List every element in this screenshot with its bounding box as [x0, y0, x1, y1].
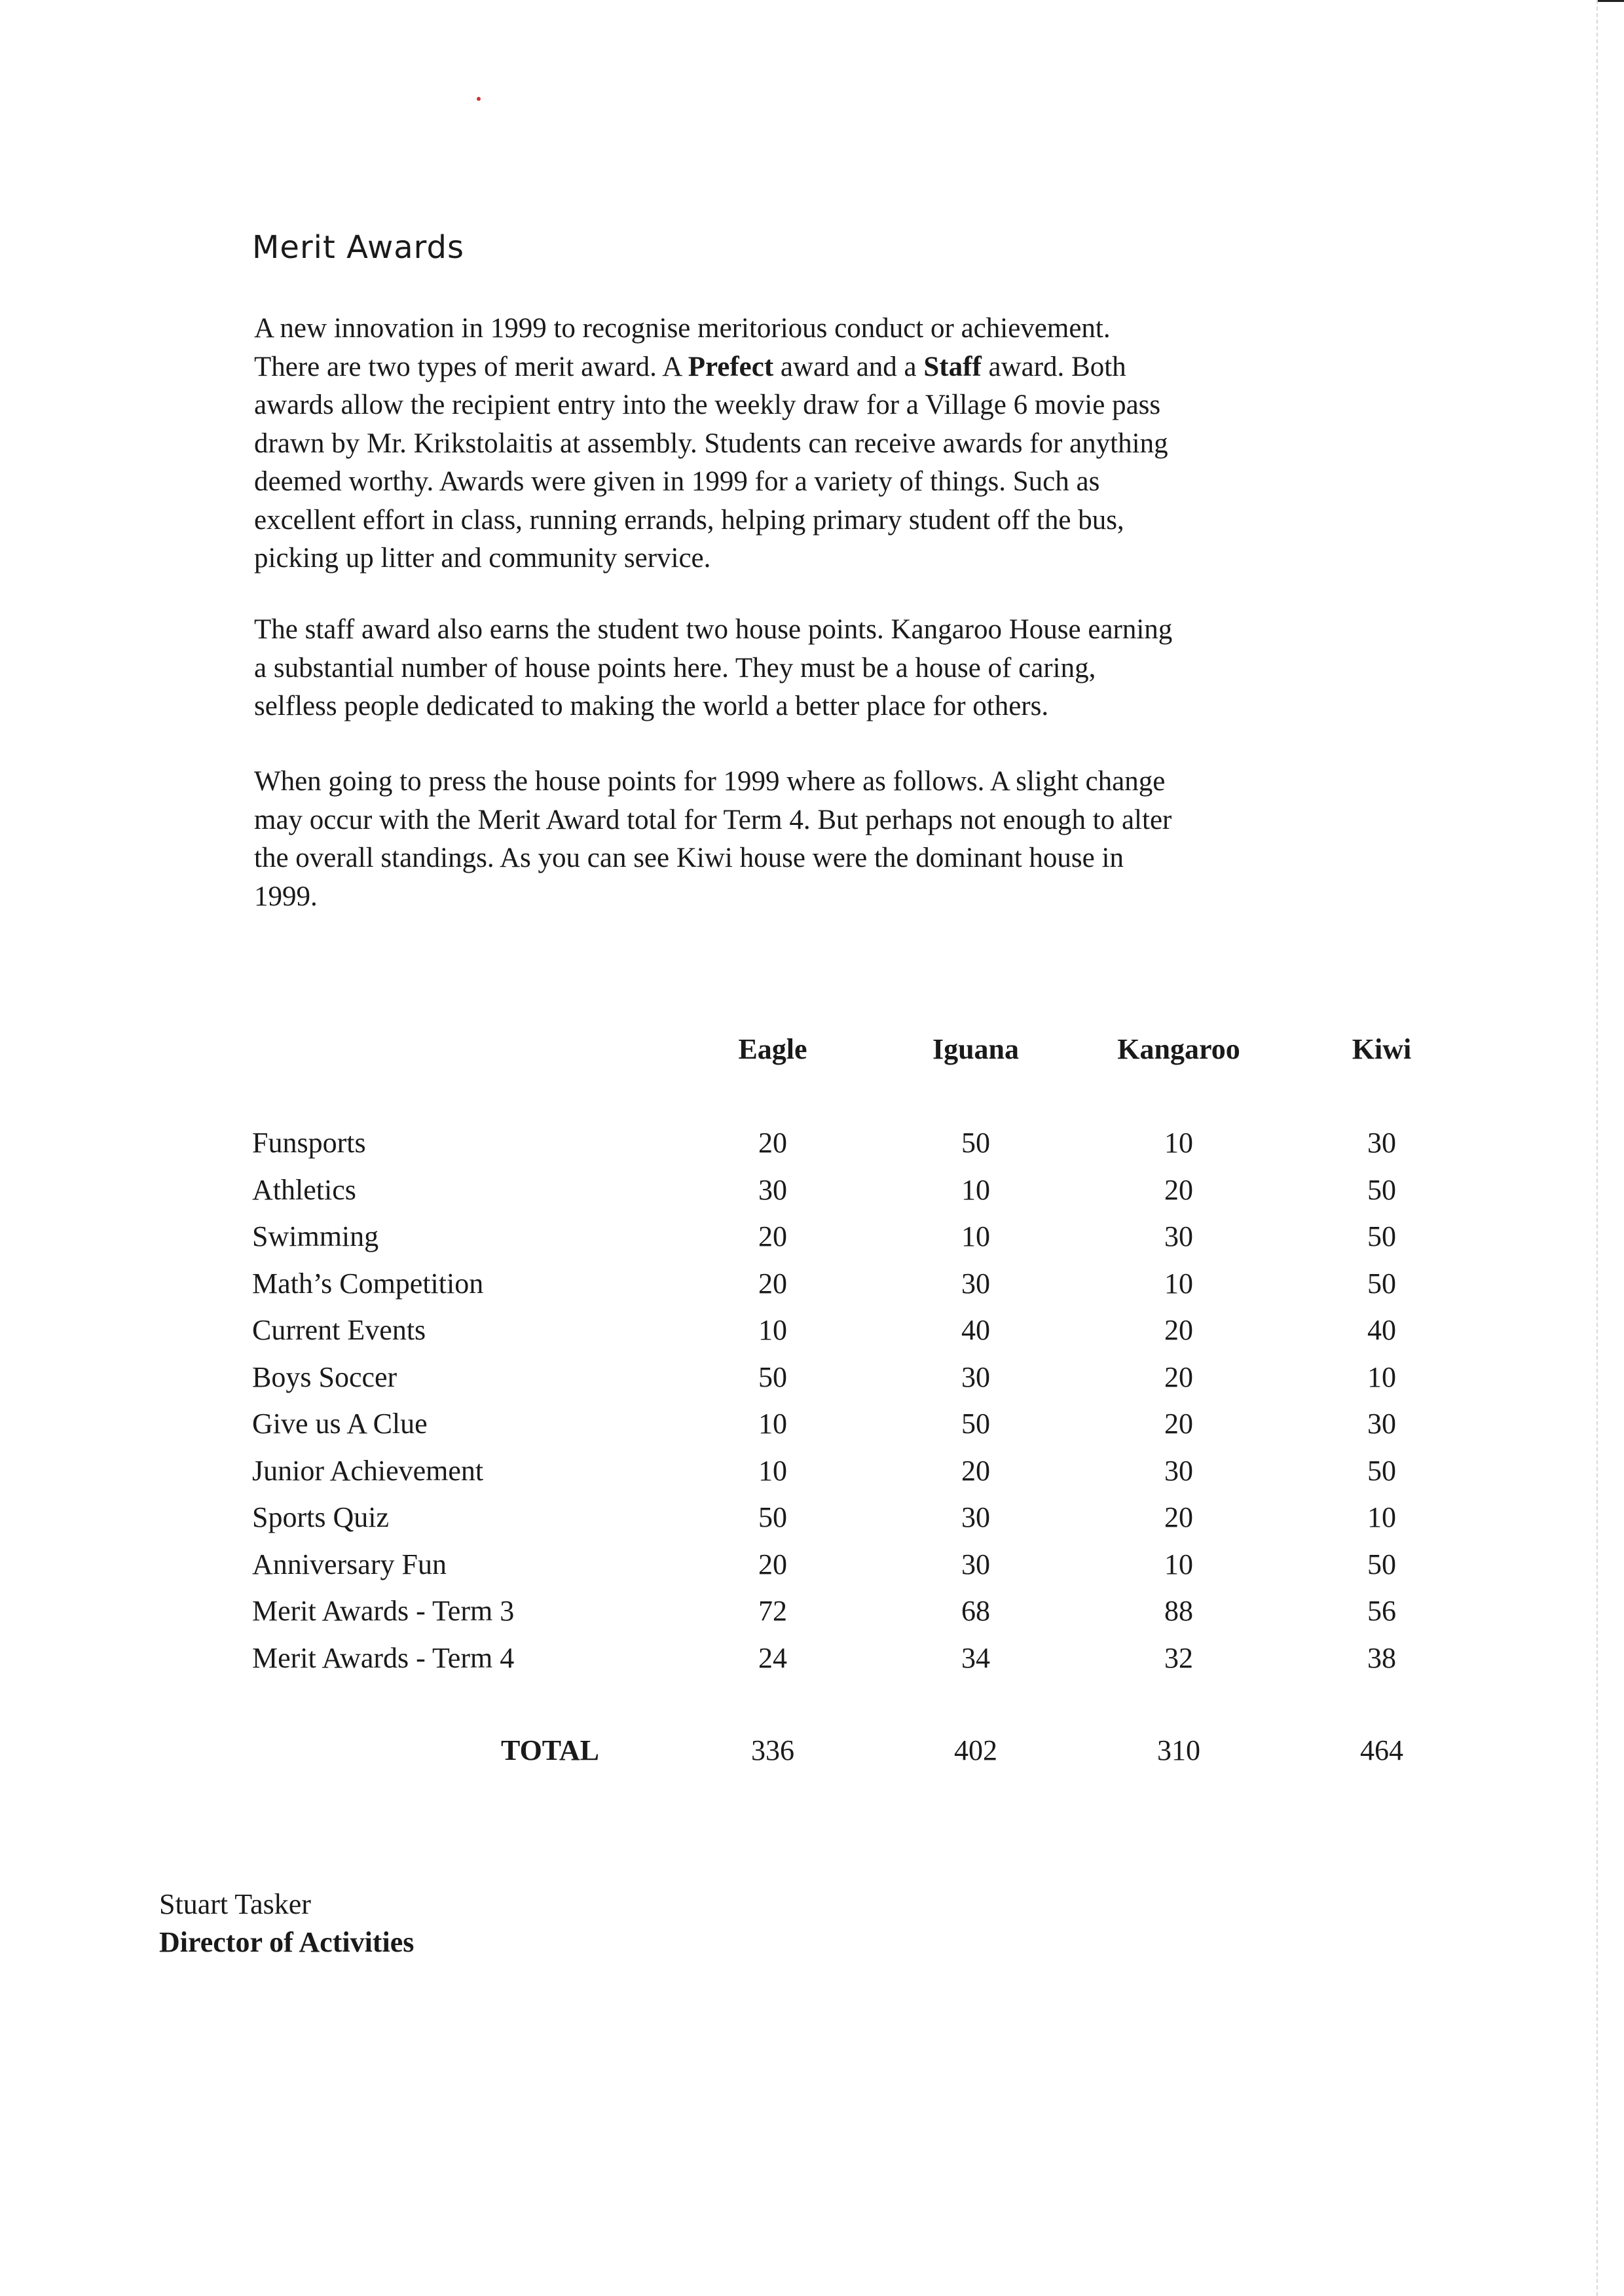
header-iguana: Iguana	[932, 1033, 1020, 1065]
points-cell: 30	[1164, 1220, 1193, 1253]
table-row	[252, 1167, 1483, 1214]
intro-line: picking up litter and community service.	[254, 543, 711, 574]
table-row	[252, 1494, 1483, 1541]
total-cell: 310	[1157, 1734, 1200, 1767]
points-cell: 10	[1367, 1501, 1396, 1534]
total-cell: 336	[751, 1734, 794, 1767]
total-cell: 464	[1360, 1734, 1403, 1767]
points-cell: 30	[1164, 1454, 1193, 1487]
intro-text: award. Both	[981, 351, 1126, 382]
points-cell: 20	[1164, 1501, 1193, 1534]
signatory-name: Stuart Tasker	[159, 1888, 311, 1920]
staff-line: a substantial number of house points here. They must be a house of caring,	[254, 652, 1096, 683]
points-cell: 56	[1367, 1595, 1396, 1628]
header-kiwi: Kiwi	[1352, 1033, 1412, 1065]
standings-paragraph	[254, 763, 1341, 916]
intro-text: award and a	[773, 351, 924, 382]
table-row	[252, 1260, 1483, 1307]
staff-line: selfless people dedicated to making the world a better place for others.	[254, 691, 1049, 721]
points-cell: 40	[961, 1314, 990, 1347]
points-cell: 30	[961, 1548, 990, 1580]
points-cell: 30	[961, 1267, 990, 1300]
intro-line: awards allow the recipient entry into the weekly draw for a Village 6 movie pass	[254, 390, 1161, 420]
points-cell: 10	[1164, 1127, 1193, 1159]
points-cell: 50	[961, 1408, 990, 1440]
table-row	[252, 1120, 1483, 1167]
points-cell: 50	[1367, 1220, 1396, 1253]
intro-line: deemed worthy. Awards were given in 1999 for a variety of things. Such as	[254, 466, 1100, 497]
intro-line: excellent effort in class, running errands, helping primary student off the bus,	[254, 504, 1124, 536]
total-label: TOTAL	[501, 1734, 599, 1767]
staff-line: The staff award also earns the student two house points. Kangaroo House earning	[254, 614, 1173, 645]
table-body	[252, 1074, 1483, 1774]
row-label: Current Events	[252, 1314, 426, 1347]
points-cell: 50	[758, 1501, 787, 1534]
points-cell: 20	[758, 1127, 787, 1159]
points-cell: 68	[961, 1595, 990, 1628]
points-cell: 10	[1164, 1267, 1193, 1300]
page-title: Merit Awards	[252, 229, 465, 266]
row-label: Funsports	[252, 1127, 366, 1159]
points-cell: 10	[961, 1173, 990, 1206]
scan-corner-mark	[1598, 0, 1624, 11]
points-cell: 38	[1367, 1641, 1396, 1674]
row-label: Sports Quiz	[252, 1501, 389, 1534]
points-cell: 30	[961, 1360, 990, 1393]
points-cell: 34	[961, 1641, 990, 1674]
points-cell: 20	[1164, 1173, 1193, 1206]
points-cell: 24	[758, 1641, 787, 1674]
points-cell: 10	[758, 1408, 787, 1440]
points-cell: 20	[1164, 1360, 1193, 1393]
intro-text: There are two types of merit award. A	[254, 351, 688, 382]
table-row	[252, 1354, 1483, 1401]
scan-edge	[1596, 0, 1624, 2296]
points-cell: 20	[1164, 1408, 1193, 1440]
house-points-table	[252, 1025, 1483, 1774]
table-row	[252, 1448, 1483, 1495]
table-row	[252, 1588, 1483, 1635]
row-label: Swimming	[252, 1220, 379, 1253]
spacer-row	[252, 1074, 1483, 1120]
spacer-row	[252, 1681, 1483, 1727]
total-cell: 402	[954, 1734, 997, 1767]
points-cell: 20	[758, 1220, 787, 1253]
points-cell: 20	[1164, 1314, 1193, 1347]
row-label: Give us A Clue	[252, 1408, 428, 1440]
table-row	[252, 1307, 1483, 1354]
standings-line: 1999.	[254, 881, 318, 912]
row-label: Athletics	[252, 1173, 356, 1206]
points-cell: 50	[1367, 1548, 1396, 1580]
points-cell: 50	[1367, 1267, 1396, 1300]
points-cell: 50	[1367, 1454, 1396, 1487]
signatory-role: Director of Activities	[159, 1926, 415, 1958]
intro-line: drawn by Mr. Krikstolaitis at assembly. Students can receive awards for anything	[254, 428, 1168, 459]
signature-block	[159, 1886, 414, 1961]
scan-speck	[477, 97, 481, 101]
points-cell: 30	[1367, 1127, 1396, 1159]
row-label: Boys Soccer	[252, 1360, 397, 1393]
points-cell: 50	[961, 1127, 990, 1159]
points-cell: 10	[961, 1220, 990, 1253]
standings-line: may occur with the Merit Award total for Term 4. But perhaps not enough to alter	[254, 804, 1172, 835]
points-cell: 40	[1367, 1314, 1396, 1347]
row-label: Merit Awards - Term 4	[252, 1641, 515, 1674]
table-row	[252, 1635, 1483, 1682]
points-cell: 32	[1164, 1641, 1193, 1674]
points-cell: 10	[1367, 1360, 1396, 1393]
points-cell: 30	[961, 1501, 990, 1534]
prefect-term: Prefect	[688, 351, 774, 382]
table-row	[252, 1541, 1483, 1588]
row-label: Anniversary Fun	[252, 1548, 447, 1580]
points-cell: 10	[1164, 1548, 1193, 1580]
intro-paragraph	[254, 310, 1341, 578]
table-header-row	[252, 1025, 1483, 1074]
points-cell: 30	[1367, 1408, 1396, 1440]
points-cell: 50	[1367, 1173, 1396, 1206]
points-cell: 10	[758, 1314, 787, 1347]
header-blank	[252, 1025, 671, 1074]
header-kangaroo: Kangaroo	[1117, 1033, 1240, 1065]
points-cell: 88	[1164, 1595, 1193, 1628]
total-row	[252, 1727, 1483, 1774]
intro-line: A new innovation in 1999 to recognise meritorious conduct or achievement.	[254, 313, 1111, 344]
row-label: Junior Achievement	[252, 1454, 484, 1487]
header-eagle: Eagle	[738, 1033, 807, 1065]
table-row	[252, 1213, 1483, 1260]
intro-line	[254, 348, 1341, 387]
points-cell: 20	[961, 1454, 990, 1487]
points-cell: 72	[758, 1595, 787, 1628]
staff-award-paragraph	[254, 611, 1341, 726]
table-row	[252, 1400, 1483, 1448]
points-cell: 20	[758, 1267, 787, 1300]
row-label: Merit Awards - Term 3	[252, 1595, 515, 1628]
points-cell: 20	[758, 1548, 787, 1580]
points-cell: 30	[758, 1173, 787, 1206]
points-cell: 50	[758, 1360, 787, 1393]
row-label: Math’s Competition	[252, 1267, 484, 1300]
standings-line: the overall standings. As you can see Kiwi house were the dominant house in	[254, 843, 1124, 873]
staff-term: Staff	[923, 351, 982, 382]
standings-line: When going to press the house points for 1999 where as follows. A slight change	[254, 766, 1166, 797]
points-cell: 10	[758, 1454, 787, 1487]
